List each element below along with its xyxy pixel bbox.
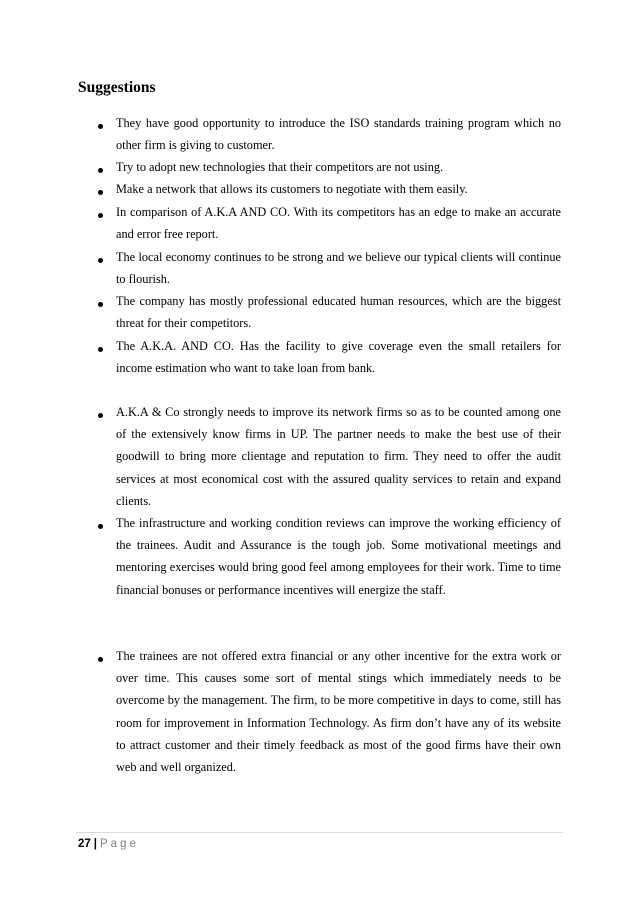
list-item: The trainees are not offered extra financial or any other incentive for the extra work or over time. This causes some sort of mental stings which immediately needs to be overcome by the management. The firm, to be more competitive in days to come, still has room for improvement in Information Technology. As firm don’t have any of its website to attract customer and their timely feedback as most of the good firms have their own web and well organized. [116,649,561,775]
page-label: Page [100,838,139,850]
bullet-icon [98,213,106,221]
footer-separator: | [93,838,98,850]
list-item: The company has mostly professional educated human resources, which are the biggest threat for their competitors. [116,294,561,331]
bullet-icon [98,168,106,176]
section-heading: Suggestions [78,79,156,96]
bullet-icon [98,190,106,198]
list-item: A.K.A & Co strongly needs to improve its network firms so as to be counted among one of the extensively know firms in UP. The partner needs to make the best use of their goodwill to bring more clientage and reputation to firm. They need to offer the audit services at most economical cost with the assured quality services to retain and expand clients. [116,405,561,508]
bullet-icon [98,413,106,421]
bullet-icon [98,524,106,532]
list-item: Make a network that allows its customers to negotiate with them easily. [116,182,468,196]
list-item: The infrastructure and working condition reviews can improve the working efficiency of the trainees. Audit and Assurance is the tough job. Some motivational meetings and mentoring exercises would bring good feel among employees for their work. Time to time financial bonuses or performance incentives will energize the staff. [116,516,561,597]
footer-divider [76,832,563,833]
page-number: 27 [78,838,91,850]
bullet-icon [98,347,106,355]
list-item: The local economy continues to be strong and we believe our typical clients will continue to flourish. [116,250,561,287]
list-item: In comparison of A.K.A AND CO. With its competitors has an edge to make an accurate and error free report. [116,205,561,242]
bullet-icon [98,302,106,310]
list-item: Try to adopt new technologies that their competitors are not using. [116,160,444,174]
list-item: The A.K.A. AND CO. Has the facility to give coverage even the small retailers for income estimation who want to take loan from bank. [116,339,561,376]
bullet-icon [98,657,106,665]
page-footer [78,837,139,851]
list-item: They have good opportunity to introduce the ISO standards training program which no other firm is giving to customer. [116,116,561,153]
bullet-icon [98,258,106,266]
bullet-icon [98,124,106,132]
